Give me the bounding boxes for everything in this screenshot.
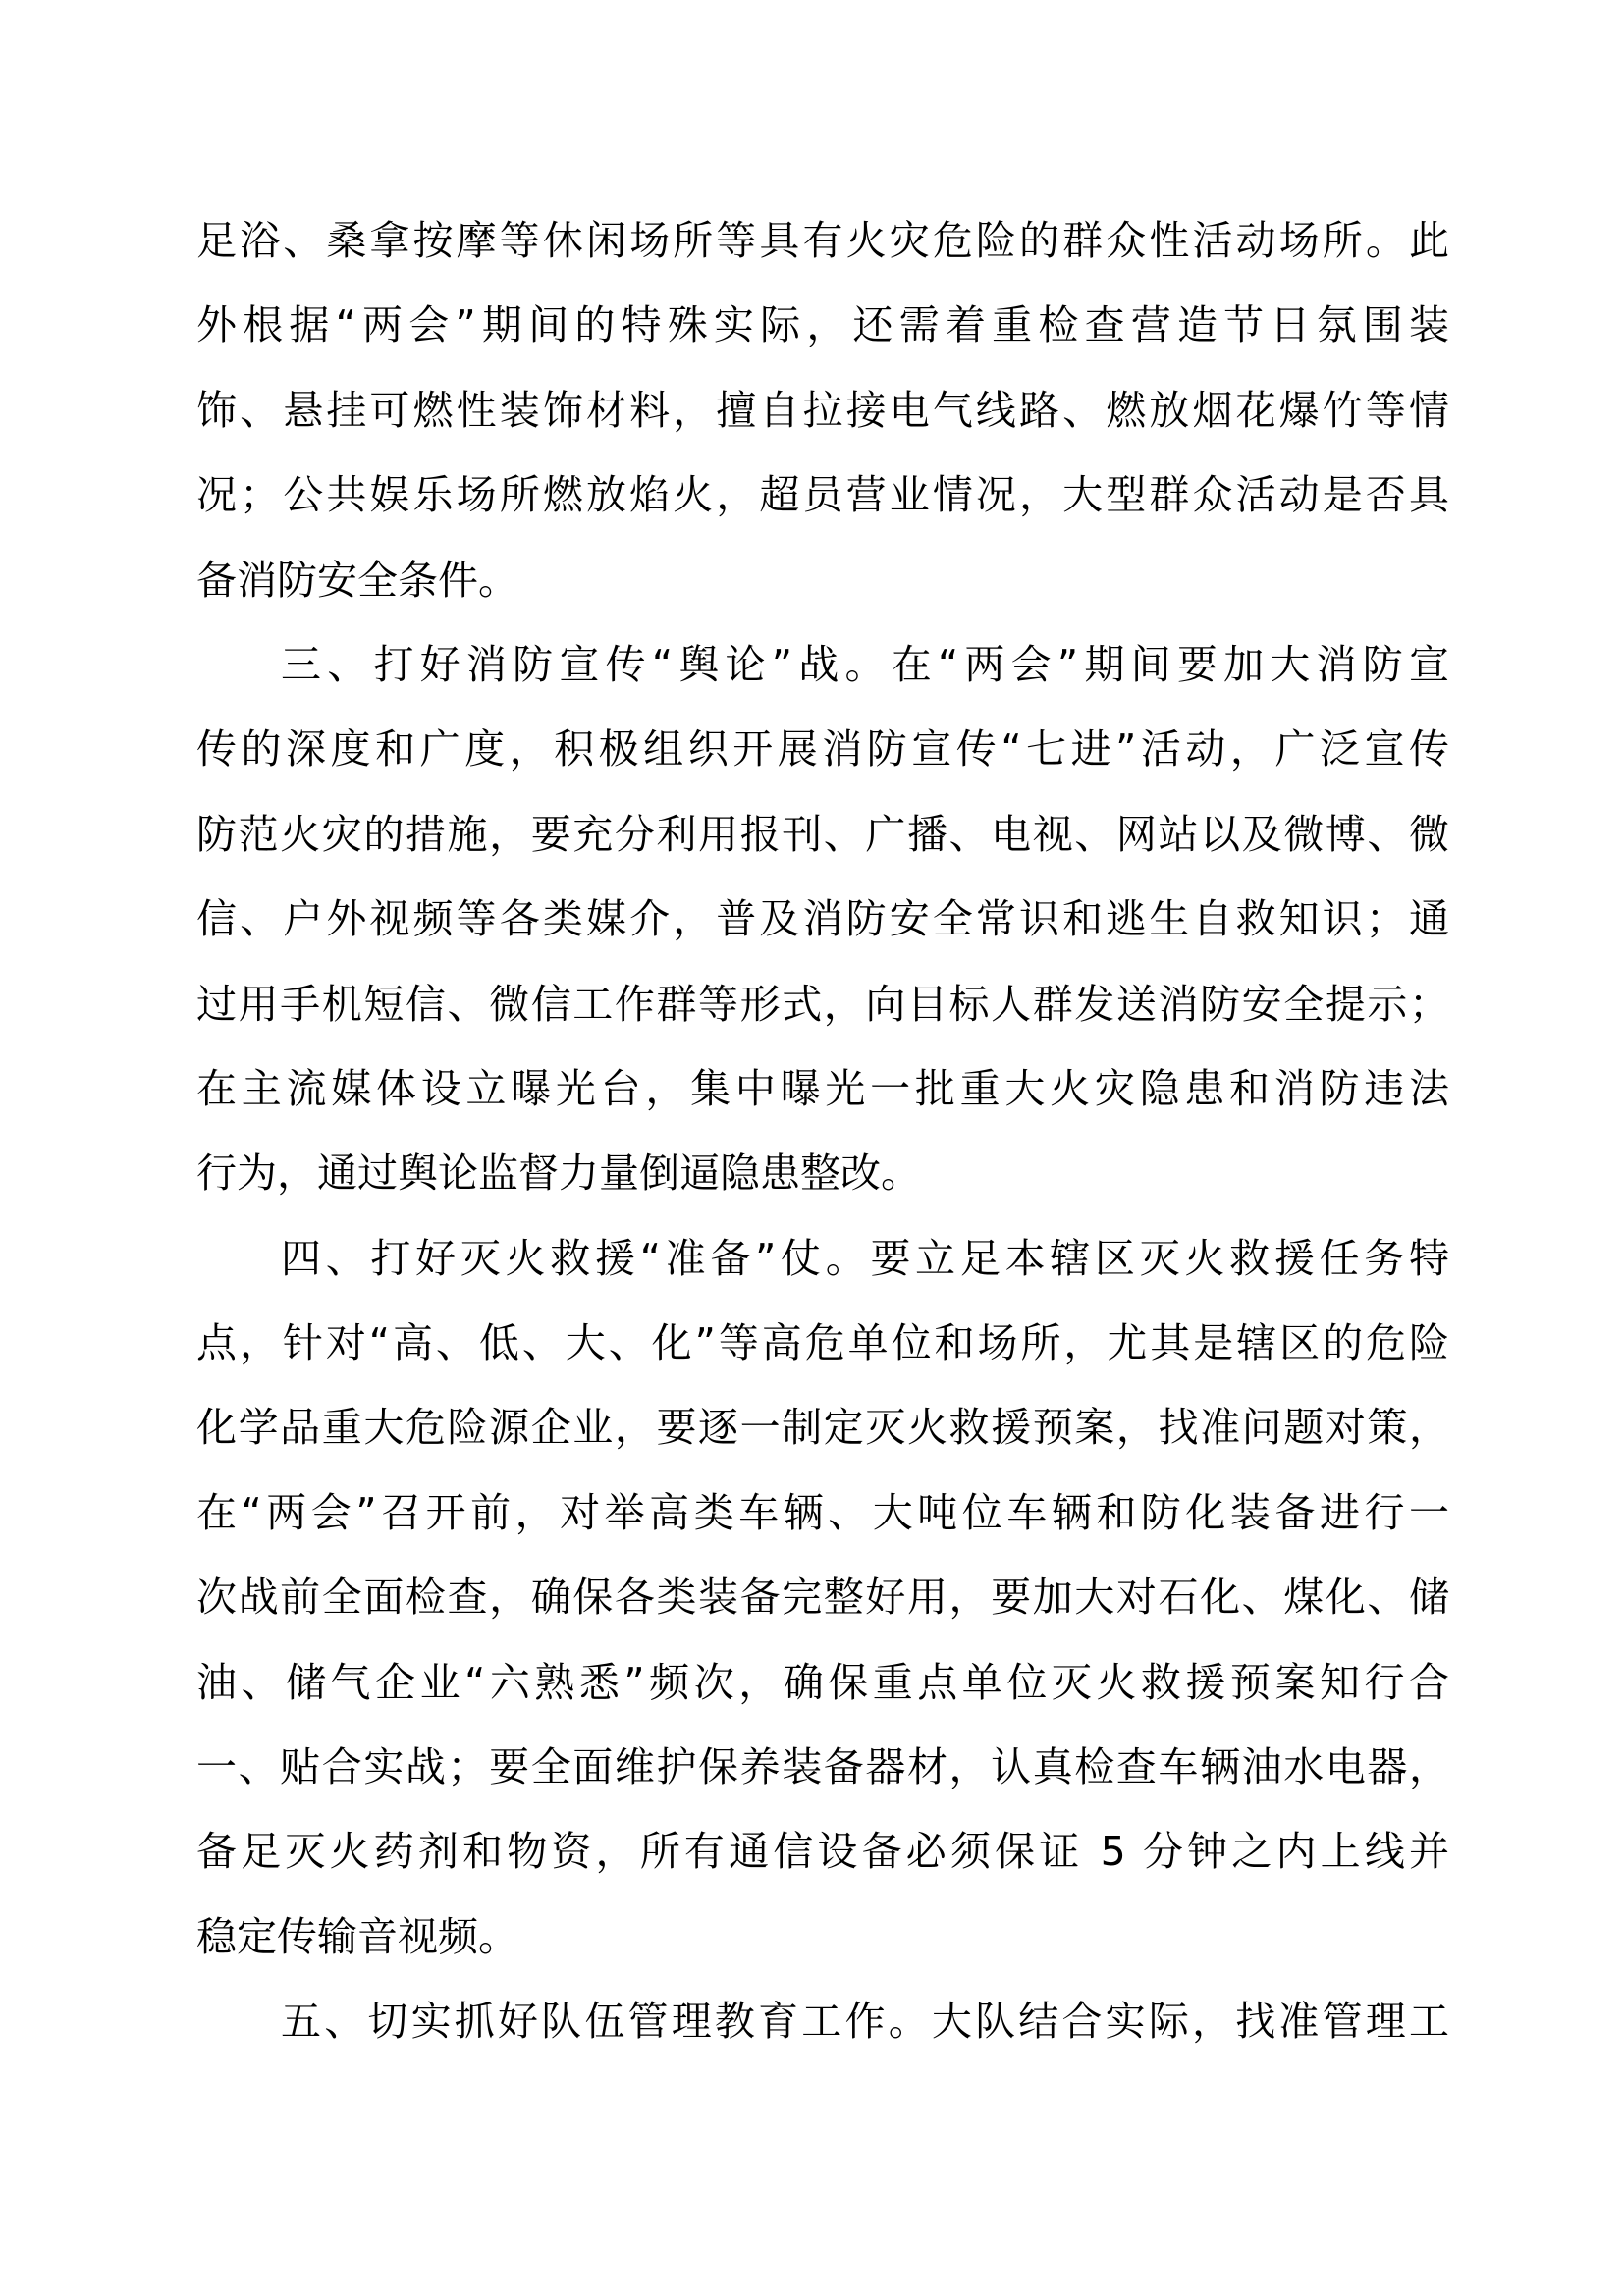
text-line: 外根据“两会”期间的特殊实际，还需着重检查营造节日氛围装: [196, 301, 1449, 349]
text-line: 五、切实抓好队伍管理教育工作。大队结合实际，找准管理工: [281, 1998, 1449, 2046]
text-line: 饰、悬挂可燃性装饰材料，擅自拉接电气线路、燃放烟花爆竹等情: [196, 386, 1449, 434]
text-line: 防范火灾的措施，要充分利用报刊、广播、电视、网站以及微博、微: [196, 810, 1449, 858]
text-line: 过用手机短信、微信工作群等形式，向目标人群发送消防安全提示；: [196, 980, 1449, 1028]
text-line: 备足灭火药剂和物资，所有通信设备必须保证 5 分钟之内上线并: [196, 1828, 1449, 1876]
text-line: 三、打好消防宣传“舆论”战。在“两会”期间要加大消防宣: [281, 640, 1449, 688]
text-line: 在“两会”召开前，对举高类车辆、大吨位车辆和防化装备进行一: [196, 1488, 1449, 1536]
text-line: 一、贴合实战；要全面维护保养装备器材，认真检查车辆油水电器，: [196, 1743, 1449, 1791]
text-line: 信、户外视频等各类媒介，普及消防安全常识和逃生自救知识；通: [196, 895, 1449, 943]
text-line: 稳定传输音视频。: [196, 1912, 518, 1960]
text-line: 化学品重大危险源企业，要逐一制定灭火救援预案，找准问题对策，: [196, 1404, 1449, 1452]
text-line: 足浴、桑拿按摩等休闲场所等具有火灾危险的群众性活动场所。此: [196, 217, 1449, 264]
text-line: 传的深度和广度，积极组织开展消防宣传“七进”活动，广泛宣传: [196, 725, 1449, 774]
text-line: 备消防安全条件。: [196, 556, 518, 604]
text-line: 四、打好灭火救援“准备”仗。要立足本辖区灭火救援任务特: [281, 1234, 1449, 1282]
text-line: 在主流媒体设立曝光台，集中曝光一批重大火灾隐患和消防违法: [196, 1064, 1449, 1112]
text-line: 点，针对“高、低、大、化”等高危单位和场所，尤其是辖区的危险: [196, 1319, 1449, 1367]
document-page: [196, 198, 1449, 2064]
text-line: 油、储气企业“六熟悉”频次，确保重点单位灭火救援预案知行合: [196, 1658, 1449, 1706]
text-line: 次战前全面检查，确保各类装备完整好用，要加大对石化、煤化、储: [196, 1574, 1449, 1622]
text-line: 况；公共娱乐场所燃放焰火，超员营业情况，大型群众活动是否具: [196, 471, 1449, 519]
text-line: 行为，通过舆论监督力量倒逼隐患整改。: [196, 1149, 921, 1198]
